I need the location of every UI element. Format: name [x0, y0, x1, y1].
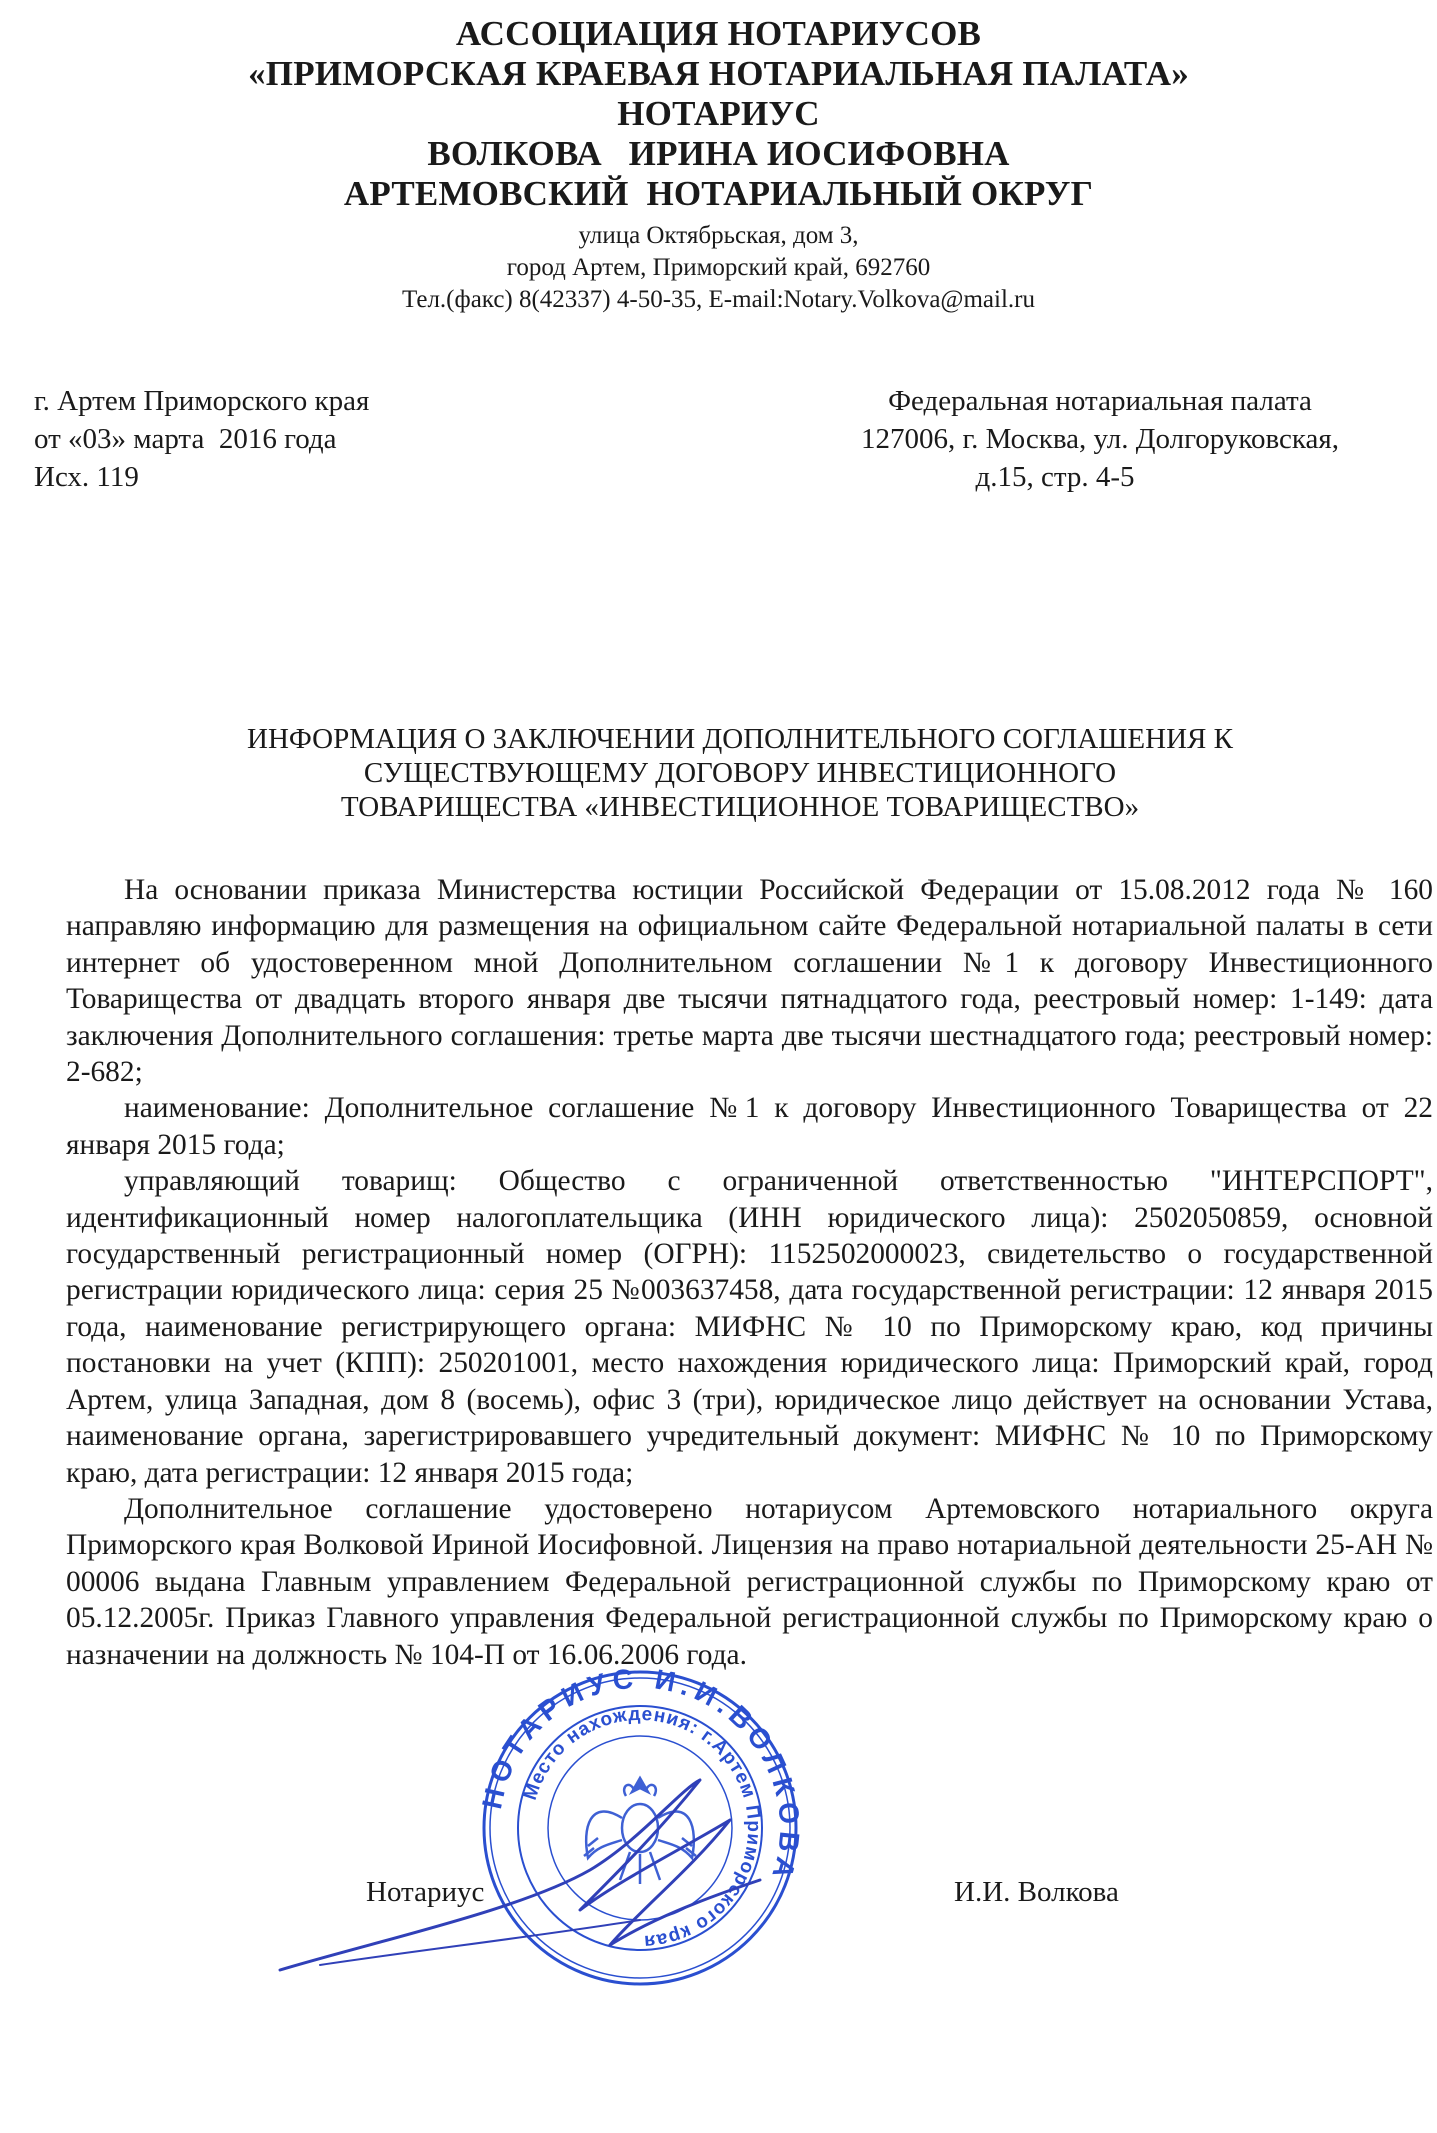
document-body	[66, 872, 1433, 1673]
sender-block	[34, 382, 369, 496]
outgoing-number: Исх. 119	[34, 461, 139, 493]
title-line-2: СУЩЕСТВУЮЩЕМУ ДОГОВОРУ ИНВЕСТИЦИОННОГО	[363, 757, 1117, 789]
stamp-outer-text: НОТАРИУС И.И.ВОЛКОВА	[476, 1668, 806, 1888]
notary-district: АРТЕМОВСКИЙ НОТАРИАЛЬНЫЙ ОКРУГ	[343, 174, 1094, 213]
stamp-inner-text: Место нахождения: г.Артем Приморского края	[519, 1703, 765, 1953]
letter-date: от «03» марта 2016 года	[34, 423, 337, 455]
document-title	[100, 722, 1380, 824]
notary-name: ВОЛКОВА ИРИНА ИОСИФОВНА	[427, 134, 1010, 173]
sender-city: г. Артем Приморского края	[34, 385, 370, 417]
notary-title: НОТАРИУС	[617, 94, 820, 133]
title-line-3: ТОВАРИЩЕСТВА «ИНВЕСТИЦИОННОЕ ТОВАРИЩЕСТВО»	[340, 791, 1140, 823]
signature-role: Нотариус	[366, 1876, 485, 1908]
letterhead	[0, 14, 1437, 316]
recipient-address-2: д.15, стр. 4-5	[975, 461, 1135, 493]
signature-name: И.И. Волкова	[954, 1876, 1119, 1908]
recipient-name: Федеральная нотариальная палата	[888, 385, 1312, 417]
recipient-block	[790, 382, 1410, 496]
address-street: улица Октябрьская, дом 3,	[578, 222, 859, 249]
paragraph-managing-partner: управляющий товарищ: Общество с ограниченной ответственностью "ИНТЕРСПОРТ", идентификационный номер налогоплательщика (ИНН юридического лица): 2502050859, основной государственный регистрационный номер (ОГРН): 1152502000023, свидетельство о государственной регистрации юридического лица: серия 25 №003637458, дата государственной регистрации: 12 января 2015 года, наименование регистрирующего органа: МИФНС № 10 по Приморскому краю, код причины постановки на учет (КПП): 250201001, место нахождения юридического лица: Приморский край, город Артем, улица Западная, дом 8 (восемь), офис 3 (три), юридическое лицо действует на основании Устава, наименование органа, зарегистрировавшего учредительный документ: МИФНС № 10 по Приморскому краю, дата регистрации: 12 января 2015 года;	[66, 1165, 1433, 1489]
title-line-1: ИНФОРМАЦИЯ О ЗАКЛЮЧЕНИИ ДОПОЛНИТЕЛЬНОГО СОГЛАШЕНИЯ К	[247, 723, 1233, 755]
paragraph-basis: На основании приказа Министерства юстиции Российской Федерации от 15.08.2012 года № 160 направляю информацию для размещения на официальном сайте Федеральной нотариальной палаты в сети интернет об удостоверенном мной Дополнительном соглашении №1 к договору Инвестиционного Товарищества от двадцать второго января две тысячи пятнадцатого года, реестровый номер: 1-149: дата заключения Дополнительного соглашения: третье марта две тысячи шестнадцатого года; реестровый номер: 2-682;	[66, 874, 1433, 1089]
association-name: АССОЦИАЦИЯ НОТАРИУСОВ	[455, 14, 982, 53]
contacts: Тел.(факс) 8(42337) 4-50-35, E-mail:Notary.Volkova@mail.ru	[402, 286, 1035, 313]
recipient-address-1: 127006, г. Москва, ул. Долгоруковская,	[860, 423, 1340, 455]
paragraph-name: наименование: Дополнительное соглашение №1 к договору Инвестиционного Товарищества от 22 января 2015 года;	[66, 1092, 1433, 1161]
chamber-name: «ПРИМОРСКАЯ КРАЕВАЯ НОТАРИАЛЬНАЯ ПАЛАТА»	[248, 54, 1189, 93]
handwritten-signature	[260, 1760, 820, 2020]
address-city: город Артем, Приморский край, 692760	[506, 254, 931, 281]
paragraph-certification: Дополнительное соглашение удостоверено нотариусом Артемовского нотариального округа Приморского края Волковой Ириной Иосифовной. Лицензия на право нотариальной деятельности 25-АН № 00006 выдана Главным управлением Федеральной регистрационной службы по Приморскому краю от 05.12.2005г. Приказ Главного управления Федеральной регистрационной службы по Приморскому краю о назначении на должность № 104-П от 16.06.2006 года.	[66, 1492, 1433, 1671]
